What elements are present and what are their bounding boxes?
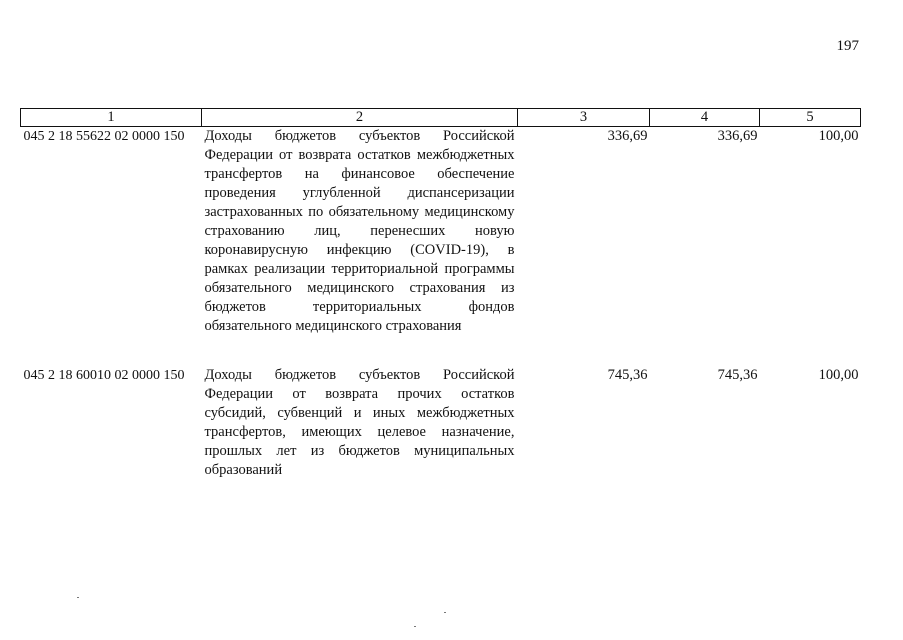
value-column-3: 336,69 <box>607 128 648 144</box>
value-column-3: 745,36 <box>607 367 648 383</box>
budget-code: 045 2 18 55622 02 0000 150 <box>23 129 185 144</box>
value-column-4: 745,36 <box>717 367 758 383</box>
budget-code: 045 2 18 60010 02 0000 150 <box>23 368 185 383</box>
budget-revenue-table <box>20 108 861 480</box>
page-number: 197 <box>836 38 859 54</box>
scan-speck <box>414 626 416 627</box>
table-row <box>21 127 861 337</box>
column-header-5: 5 <box>760 109 861 127</box>
scan-speck <box>444 612 446 613</box>
value-column-5: 100,00 <box>818 128 859 144</box>
column-header-3: 3 <box>518 109 650 127</box>
revenue-description: Доходы бюджетов субъектов Российской Федерации от возврата остатков межбюджетных трансфертов на финансовое обеспечение проведения углубленной диспансеризации застрахованных по обязательному медицинскому страхованию лиц, перенесших новую коронавирусную инфекцию (COVID-19), в рамках реализации территориальной программы обязательного медицинского страхования из бюджетов территориальных фондов обязательного медицинского страхования <box>204 128 515 334</box>
table-header-row <box>21 109 861 127</box>
column-header-2: 2 <box>202 109 518 127</box>
value-column-4: 336,69 <box>717 128 758 144</box>
column-header-1: 1 <box>21 109 202 127</box>
value-column-5: 100,00 <box>818 367 859 383</box>
scan-speck <box>77 597 79 598</box>
row-spacer <box>21 336 861 366</box>
column-header-4: 4 <box>650 109 760 127</box>
revenue-description: Доходы бюджетов субъектов Российской Федерации от возврата прочих остатков субсидий, субвенций и иных межбюджетных трансфертов, имеющих целевое назначение, прошлых лет из бюджетов муниципальных образований <box>204 367 515 478</box>
table-row <box>21 366 861 480</box>
